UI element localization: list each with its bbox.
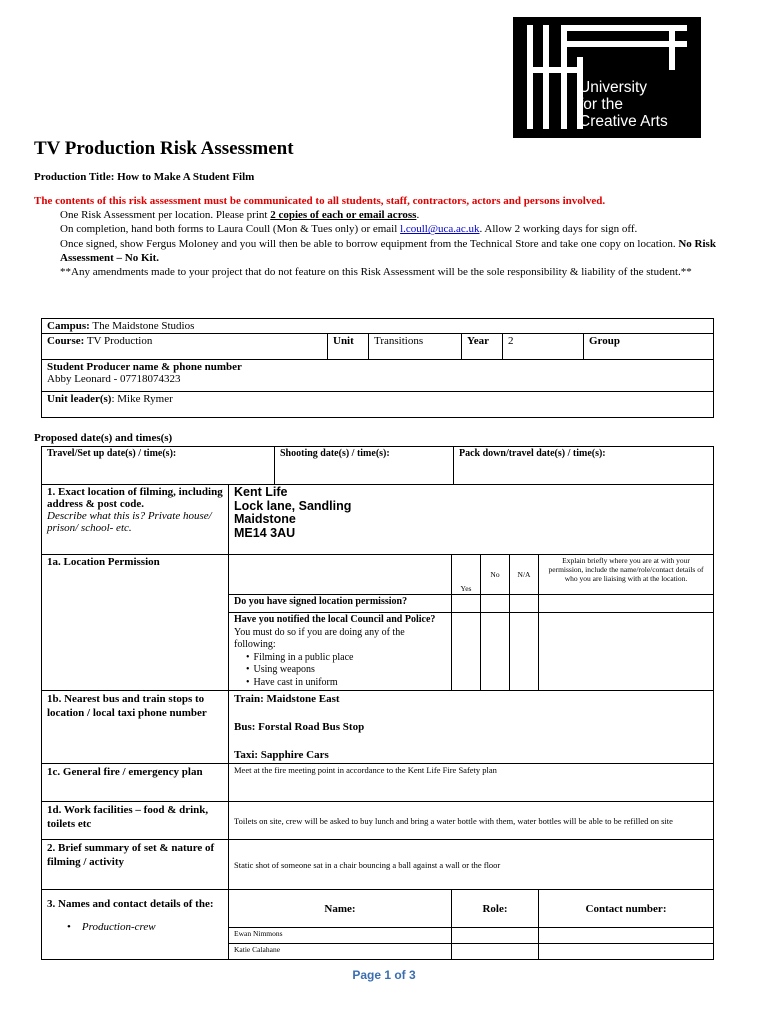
council-bullets [234,652,446,690]
q1-no[interactable] [481,595,510,613]
transport-value: Train: Maidstone East Bus: Forstal Road Bus Stop Taxi: Sapphire Cars [229,691,714,764]
shooting-date-cell: Shooting date(s) / time(s): [275,447,454,485]
council-question: Have you notified the local Council and Police? You must do so if you are doing any of the following: • Filming in a public place • Using weapons • Have cast in uniform [229,613,452,691]
bullet-item: • Filming in a public place [246,652,446,665]
summary-value: Static shot of someone sat in a chair bouncing a ball against a wall or the floor [229,840,714,890]
yes-header: Yes [452,555,481,595]
fire-plan-label: 1c. General fire / emergency plan [42,764,229,802]
group-label: Group [584,334,714,360]
production-title: Production Title: How to Make A Student Film [34,171,255,183]
logo-text: University for the Creative Arts [579,79,668,130]
risk-details-table [41,484,714,960]
instruction-line-4: **Any amendments made to your project that do not feature on this Risk Assessment will be the sole responsibility & liability of the student.** [60,266,692,279]
q1-explain[interactable] [539,595,714,613]
unit-value: Transitions [369,334,462,360]
packdown-date-cell: Pack down/travel date(s) / time(s): [454,447,714,485]
explain-header: Explain briefly where you are at with your permission, include the name/role/contact details of who you are liaising with at the location. [539,555,714,595]
q2-yes[interactable] [452,613,481,691]
na-header: N/A [510,555,539,595]
name-header: Name: [229,890,452,928]
instructions [34,194,724,279]
page-number: Page 1 of 3 [352,968,416,982]
year-label: Year [462,334,503,360]
production-crew-label: Production-crew [81,921,156,933]
contact-name-cell: Ewan Nimmons [229,928,452,944]
contact-number-cell[interactable] [539,944,714,960]
bullet-item: • Using weapons [246,664,446,677]
no-header: No [481,555,510,595]
instruction-line-1c: . [416,209,420,222]
unit-leader-cell: Unit leader(s): Mike Rymer [42,392,714,418]
contact-role-cell[interactable] [452,928,539,944]
dates-heading: Proposed date(s) and times(s) [34,432,173,444]
transport-label: 1b. Nearest bus and train stops to location / local taxi phone number [42,691,229,764]
q1-yes[interactable] [452,595,481,613]
signed-permission-question: Do you have signed location permission? [229,595,452,613]
contact-header: Contact number: [539,890,714,928]
dates-table [41,446,714,485]
uca-logo [513,17,701,138]
q2-na[interactable] [510,613,539,691]
contact-role-cell[interactable] [452,944,539,960]
travel-date-cell: Travel/Set up date(s) / time(s): [42,447,275,485]
instruction-line-1a: One Risk Assessment per location. Please print [60,209,271,222]
document-title: TV Production Risk Assessment [34,138,294,159]
instruction-line-1b: 2 copies of each or email across [270,209,417,222]
instruction-line-2a: On completion, hand both forms to Laura Coull (Mon & Tues only) or email [60,223,401,236]
q1-na[interactable] [510,595,539,613]
summary-label: 2. Brief summary of set & nature of filming / activity [42,840,229,890]
permission-label: 1a. Location Permission [42,555,229,691]
instruction-line-3b: No Risk Assessment – No Kit. [60,237,716,264]
facilities-value: Toilets on site, crew will be asked to buy lunch and bring a water bottle with them, water bottles will be able to be refilled on site [229,802,714,840]
course-cell: Course: TV Production [42,334,328,360]
notice-text: The contents of this risk assessment must be communicated to all students, staff, contractors, actors and persons involved. [34,195,606,207]
campus-cell: Campus: The Maidstone Studios [42,319,714,334]
year-value: 2 [503,334,584,360]
q2-explain[interactable] [539,613,714,691]
permission-blank-cell [229,555,452,595]
fire-plan-value: Meet at the fire meeting point in accordance to the Kent Life Fire Safety plan [229,764,714,802]
unit-label: Unit [328,334,369,360]
location-address-cell: Kent Life Lock lane, Sandling Maidstone ME14 3AU [229,485,714,555]
course-info-table [41,318,714,418]
q2-no[interactable] [481,613,510,691]
contacts-label-cell: 3. Names and contact details of the: • Production-crew [42,890,229,960]
producer-cell: Student Producer name & phone number Abby Leonard - 07718074323 [42,360,714,392]
email-link[interactable]: l.coull@uca.ac.uk [400,223,480,236]
instruction-line-3a: Once signed, show Fergus Moloney and you will then be able to borrow equipment from the Technical Store and take one copy on location. [60,237,679,250]
facilities-label: 1d. Work facilities – food & drink, toilets etc [42,802,229,840]
bullet-item: • Have cast in uniform [246,677,446,690]
location-label-cell: 1. Exact location of filming, including address & post code. Describe what this is? Private house/ prison/ school- etc. [42,485,229,555]
instruction-line-2b: . Allow 2 working days for sign off. [479,223,638,236]
role-header: Role: [452,890,539,928]
contact-number-cell[interactable] [539,928,714,944]
contact-name-cell: Katie Calahane [229,944,452,960]
